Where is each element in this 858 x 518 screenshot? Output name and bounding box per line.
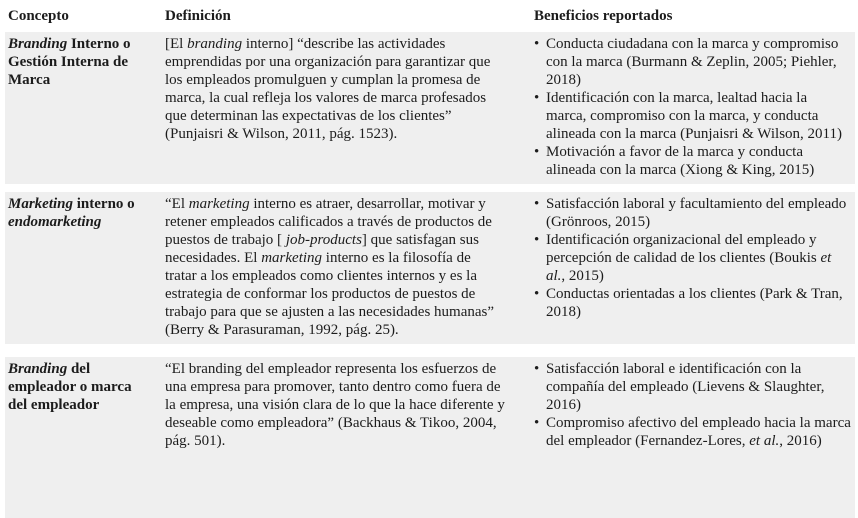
text-segment: Identificación organizacional del empleado y percepción de calidad de los clientes (Boukis bbox=[546, 232, 821, 266]
text-segment: Marketing bbox=[8, 196, 74, 212]
column-header-concepto: Concepto bbox=[8, 8, 69, 24]
bullet-icon: • bbox=[534, 36, 540, 52]
text-segment: ] que satisfagan sus necesidades. El bbox=[165, 232, 479, 266]
bullet-icon: • bbox=[534, 196, 540, 212]
table-row bbox=[5, 32, 855, 184]
benefits-cell bbox=[528, 195, 855, 339]
concept-cell bbox=[5, 35, 160, 179]
text-segment: Conductas orientadas a los clientes (Park & Tran, 2018) bbox=[546, 286, 843, 320]
definition-cell bbox=[160, 360, 528, 513]
text-segment: del empleador o marca del empleador bbox=[8, 361, 132, 413]
text-segment: et al. bbox=[749, 433, 780, 449]
text-segment: Branding bbox=[8, 361, 68, 377]
bullet-icon: • bbox=[534, 90, 540, 106]
text-segment: marketing bbox=[261, 250, 323, 266]
table-body bbox=[0, 32, 858, 518]
text-segment: “El bbox=[165, 196, 189, 212]
column-header-beneficios: Beneficios reportados bbox=[534, 8, 673, 24]
benefit-list-item bbox=[534, 231, 851, 285]
benefits-cell bbox=[528, 35, 855, 179]
text-segment: Satisfacción laboral y facultamiento del empleado (Grönroos, 2015) bbox=[546, 196, 847, 230]
text-segment: interno o bbox=[73, 196, 135, 212]
benefit-text bbox=[546, 414, 851, 450]
table-row bbox=[5, 192, 855, 344]
benefit-text bbox=[546, 89, 851, 143]
benefit-list-item bbox=[534, 195, 851, 231]
concept-cell bbox=[5, 195, 160, 339]
benefit-list-item bbox=[534, 35, 851, 89]
text-segment: Interno o Gestión Interna de Marca bbox=[8, 36, 131, 88]
text-segment: Identificación con la marca, lealtad hacia la marca, compromiso con la marca, y conducta alineada con la marca (Punjaisri & Wilson, 2011) bbox=[546, 90, 842, 142]
text-segment: Satisfacción laboral e identificación con la compañía del empleado (Lievens & Slaughter, 2016) bbox=[546, 361, 825, 413]
text-segment: Branding bbox=[8, 36, 68, 52]
benefit-text bbox=[546, 360, 851, 414]
bullet-icon: • bbox=[534, 415, 540, 431]
benefit-text bbox=[546, 195, 851, 231]
text-segment: Motivación a favor de la marca y conducta alineada con la marca (Xiong & King, 2015) bbox=[546, 144, 815, 178]
bullet-icon: • bbox=[534, 232, 540, 248]
benefit-text bbox=[546, 143, 851, 179]
concept-cell bbox=[5, 360, 160, 513]
bullet-icon: • bbox=[534, 144, 540, 160]
definition-cell bbox=[160, 35, 528, 179]
text-segment: interno es atraer, desarrollar, motivar y retener empleados calificados a través de productos de puestos de trabajo [ bbox=[165, 196, 492, 248]
text-segment: interno] “describe las actividades emprendidas por una organización para garantizar que los empleados promulguen y cumplan la promesa de marca, la cual refleja los valores de marca profesados que determinan las expectativas de los clientes” (Punjaisri & Wilson, 2011, pág. 1523). bbox=[165, 36, 491, 142]
column-header-definicion: Definición bbox=[165, 8, 231, 24]
benefit-list-item bbox=[534, 360, 851, 414]
text-segment: et al. bbox=[546, 250, 832, 284]
text-segment: , 2015) bbox=[561, 268, 604, 284]
table-row bbox=[5, 357, 855, 518]
text-segment: Compromiso afectivo del empleado hacia la marca del empleador (Fernandez-Lores, bbox=[546, 415, 851, 449]
text-segment: endomarketing bbox=[8, 214, 102, 230]
benefits-cell bbox=[528, 360, 855, 513]
text-segment: “El branding del empleador representa los esfuerzos de una empresa para promover, tanto dentro como fuera de la empresa, una visión clara de lo que la hace diferente y deseable como empleadora” (Backhaus & Tikoo, 2004, pág. 501). bbox=[165, 361, 505, 449]
bullet-icon: • bbox=[534, 286, 540, 302]
text-segment: branding bbox=[187, 36, 243, 52]
text-segment: marketing bbox=[188, 196, 250, 212]
text-segment: , 2016) bbox=[779, 433, 822, 449]
text-segment: interno es la filosofía de tratar a los empleados como clientes internos y es la estrategia de conformar los productos de puestos de trabajo para que se ajusten a las necesidades humanas” (Berry & Parasuraman, 1992, pág. 25). bbox=[165, 250, 495, 338]
bullet-icon: • bbox=[534, 361, 540, 377]
benefit-list-item bbox=[534, 89, 851, 143]
definition-cell bbox=[160, 195, 528, 339]
benefit-text bbox=[546, 231, 851, 285]
text-segment: [El bbox=[165, 36, 188, 52]
benefit-text bbox=[546, 285, 851, 321]
text-segment: job-products bbox=[285, 232, 362, 248]
benefit-list-item bbox=[534, 143, 851, 179]
text-segment: Conducta ciudadana con la marca y compromiso con la marca (Burmann & Zeplin, 2005; Piehler, 2018) bbox=[546, 36, 839, 88]
benefit-list-item bbox=[534, 414, 851, 450]
benefit-text bbox=[546, 35, 851, 89]
table-header-row bbox=[5, 0, 855, 32]
benefit-list-item bbox=[534, 285, 851, 321]
